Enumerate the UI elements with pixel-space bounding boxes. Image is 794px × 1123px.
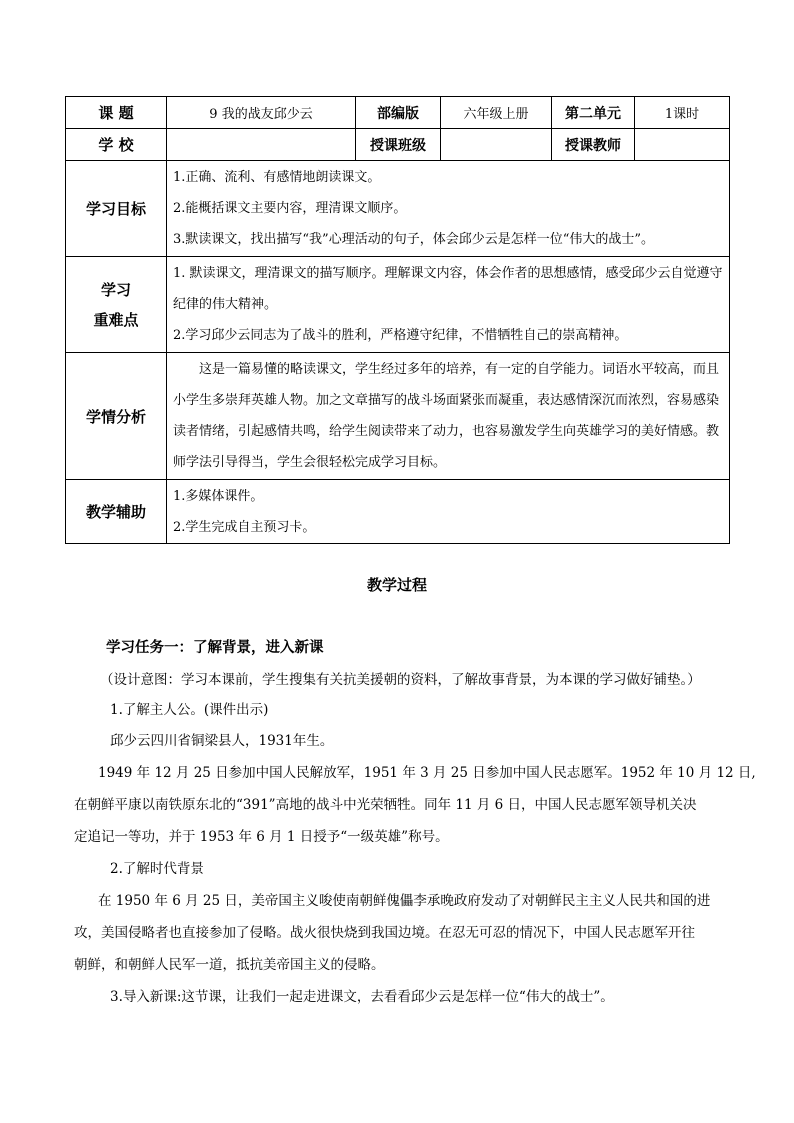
table-row-analysis bbox=[66, 353, 730, 480]
analysis-text: 这是一篇易懂的略读课文，学生经过多年的培养，有一定的自学能力。词语水平较高，而且小学生多崇拜英雄人物。加之文章描写的战斗场面紧张而凝重，表达感情深沉而浓烈，容易感染读者情绪，引起感情共鸣，给学生阅读带来了动力，也容易激发学生向英雄学习的美好情感。教师学法引导得当，学生会很轻松完成学习目标。 bbox=[173, 362, 720, 470]
hero-line: 邱少云四川省铜梁县人，1931年生。 bbox=[110, 733, 334, 749]
unit: 第二单元 bbox=[552, 97, 635, 129]
lesson-info-table bbox=[65, 96, 730, 544]
design-intent: （设计意图：学习本课前，学生搜集有关抗美援朝的资料，了解故事背景，为本课的学习做好铺垫。） bbox=[100, 672, 701, 688]
key-points-label-line2: 重难点 bbox=[93, 310, 139, 329]
bio-line: 定追记一等功，并于 1953 年 6 月 1 日授予“一级英雄”称号。 bbox=[74, 829, 449, 845]
edition: 部编版 bbox=[356, 97, 441, 129]
aids-label: 教学辅助 bbox=[66, 480, 167, 544]
step-2: 2.了解时代背景 bbox=[110, 861, 204, 877]
school-label: 学 校 bbox=[66, 129, 167, 161]
step-3: 3.导入新课:这节课，让我们一起走进课文，去看看邱少云是怎样一位“伟大的战士”。 bbox=[110, 989, 614, 1005]
class-label: 授课班级 bbox=[356, 129, 441, 161]
goals-content bbox=[167, 161, 730, 257]
goals-label: 学习目标 bbox=[66, 161, 167, 257]
table-row-goals bbox=[66, 161, 730, 257]
key-points-label bbox=[66, 257, 167, 353]
class-value bbox=[441, 129, 552, 161]
bio-line: 1949 年 12 月 25 日参加中国人民解放军，1951 年 3 月 25 日参加中国人民志愿军。1952 年 10 月 12 日, bbox=[98, 765, 756, 781]
bio-line: 在朝鲜平康以南铁原东北的“391”高地的战斗中光荣牺牲。同年 11 月 6 日，中国人民志愿军领导机关决 bbox=[74, 797, 697, 813]
lesson-title: 9 我的战友邱少云 bbox=[167, 97, 356, 129]
class-hours: 1课时 bbox=[635, 97, 730, 129]
key-point-item: 1. 默读课文，理清课文的描写顺序。理解课文内容，体会作者的思想感情，感受邱少云自觉遵守纪律的伟大精神。 bbox=[173, 266, 723, 312]
era-line: 攻，美国侵略者也直接参加了侵略。战火很快烧到我国边境。在忍无可忍的情况下，中国人民志愿军开往 bbox=[74, 925, 695, 941]
goal-item: 3.默读课文，找出描写“我”心理活动的句子，体会邱少云是怎样一位“伟大的战士”。 bbox=[173, 232, 654, 247]
goal-item: 2.能概括课文主要内容，理清课文顺序。 bbox=[173, 201, 407, 216]
analysis-content bbox=[167, 353, 730, 480]
key-point-item: 2.学习邱少云同志为了战斗的胜利，严格遵守纪律，不惜牺牲自己的崇高精神。 bbox=[173, 328, 628, 343]
analysis-label: 学情分析 bbox=[66, 353, 167, 480]
table-row-key-points bbox=[66, 257, 730, 353]
table-row-topic bbox=[66, 97, 730, 129]
table-row-school bbox=[66, 129, 730, 161]
key-points-content bbox=[167, 257, 730, 353]
aids-content bbox=[167, 480, 730, 544]
process-title: 教学过程 bbox=[366, 576, 427, 594]
school-value bbox=[167, 129, 356, 161]
key-points-label-line1: 学习 bbox=[100, 280, 131, 299]
grade: 六年级上册 bbox=[441, 97, 552, 129]
topic-label: 课 题 bbox=[66, 97, 167, 129]
era-line: 朝鲜，和朝鲜人民军一道，抵抗美帝国主义的侵略。 bbox=[74, 957, 385, 973]
goal-item: 1.正确、流利、有感情地朗读课文。 bbox=[173, 170, 381, 185]
table-row-aids bbox=[66, 480, 730, 544]
step-1: 1.了解主人公。(课件出示) bbox=[110, 702, 269, 718]
aid-item: 1.多媒体课件。 bbox=[173, 488, 264, 504]
task-heading: 学习任务一：了解背景，进入新课 bbox=[106, 640, 324, 656]
teacher-label: 授课教师 bbox=[552, 129, 635, 161]
teacher-value bbox=[635, 129, 730, 161]
aid-item: 2.学生完成自主预习卡。 bbox=[173, 519, 316, 535]
era-line: 在 1950 年 6 月 25 日，美帝国主义唆使南朝鲜傀儡李承晚政府发动了对朝鲜民主主义人民共和国的进 bbox=[98, 893, 711, 909]
